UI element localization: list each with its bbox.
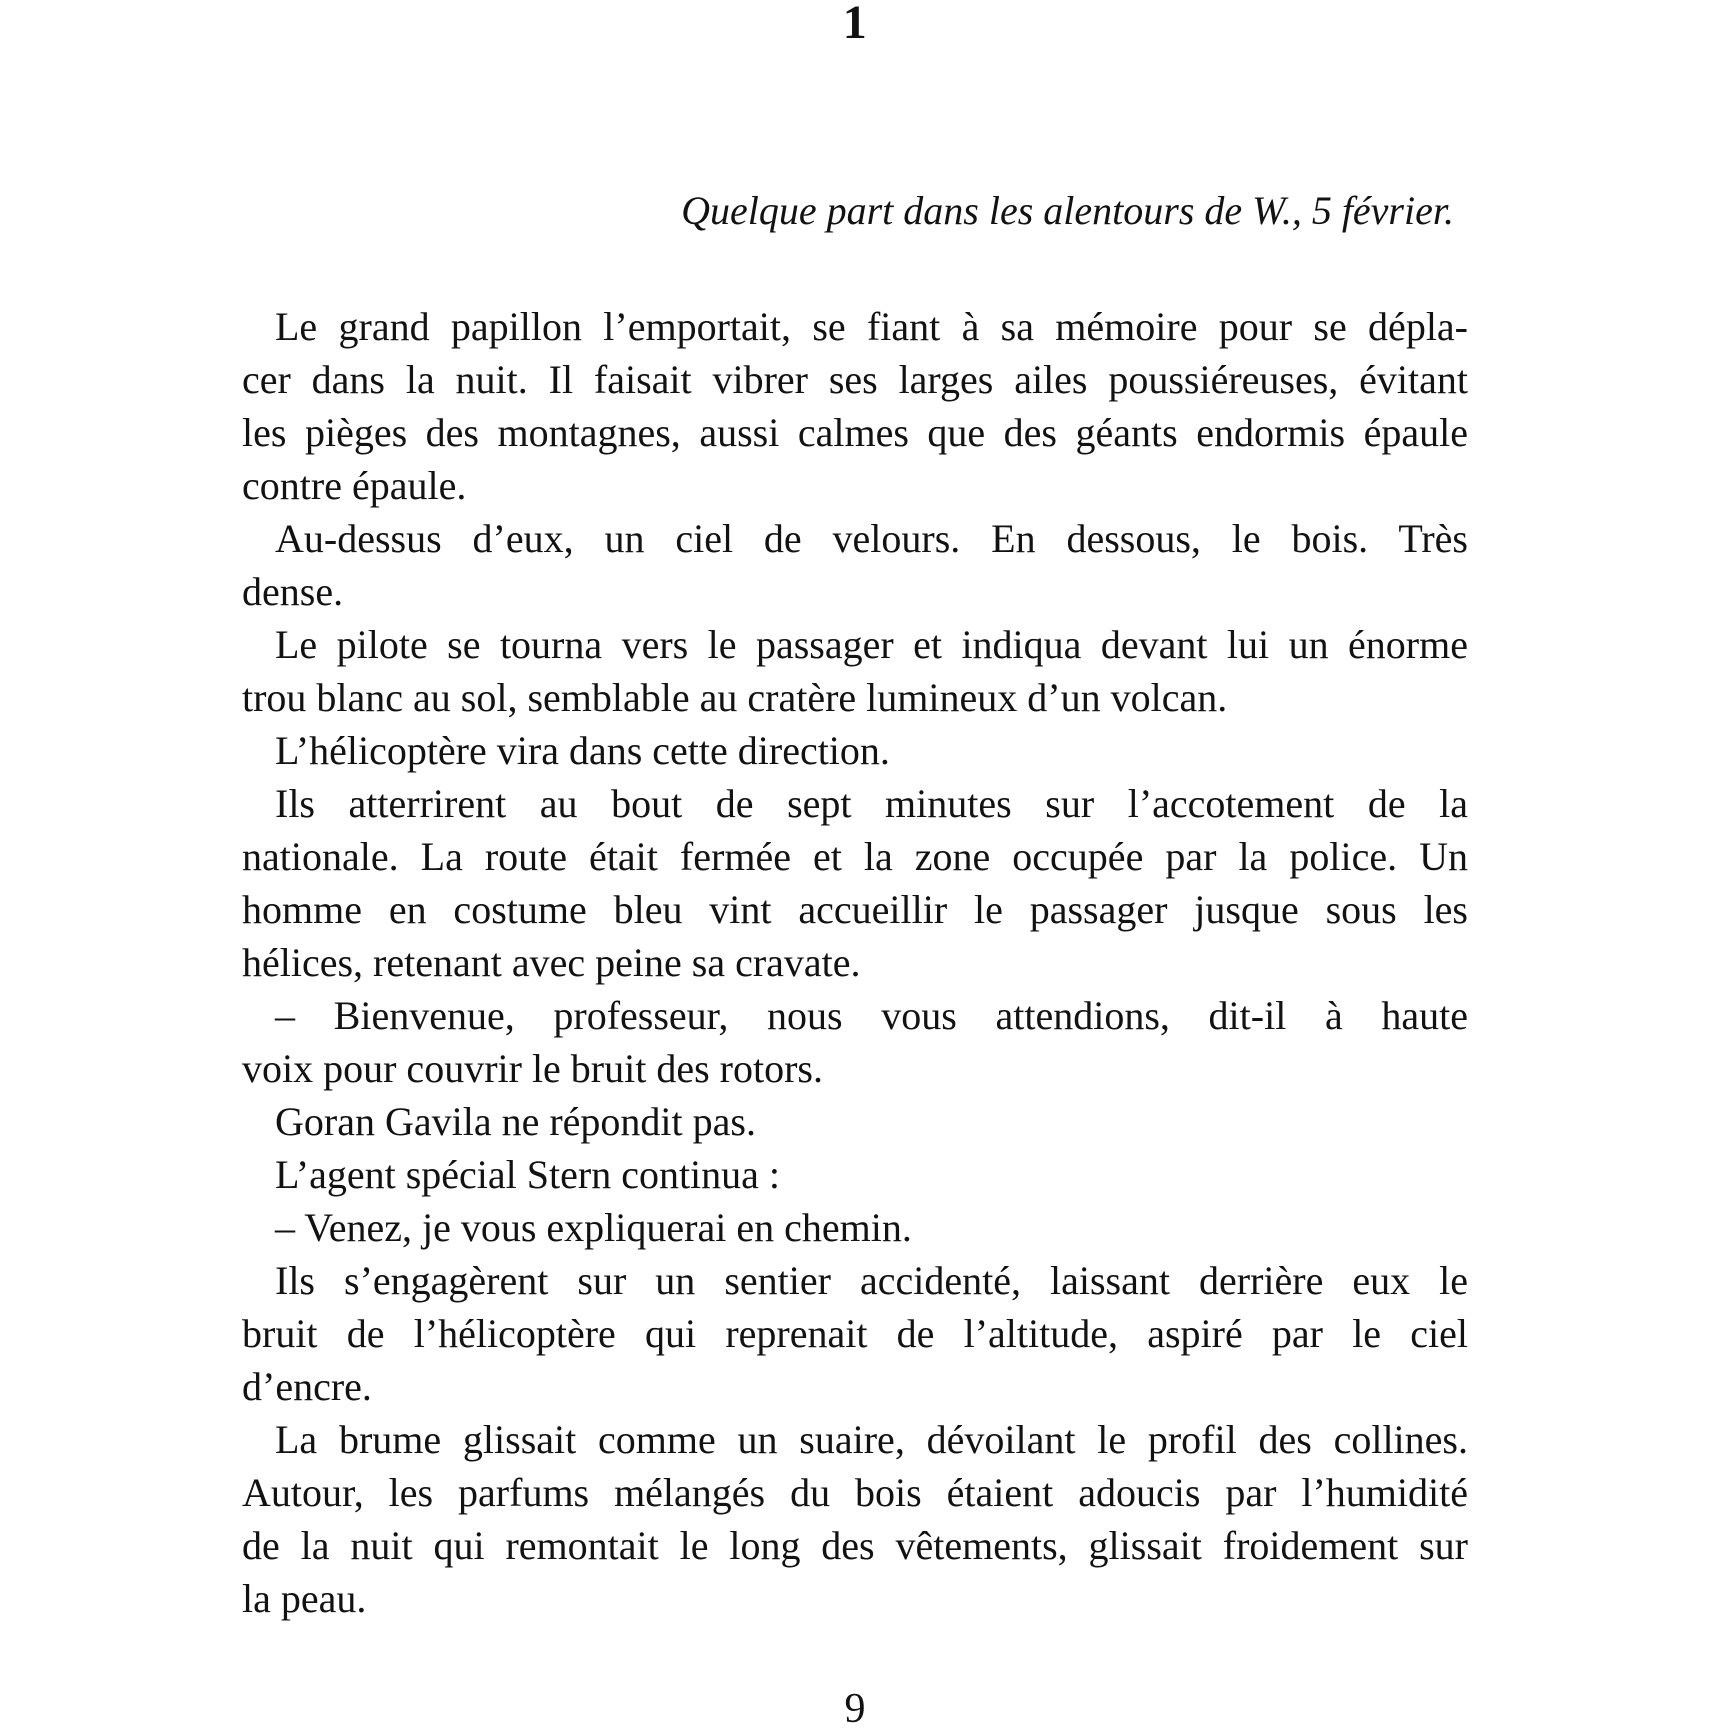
body-line: – Venez, je vous expliquerai en chemin. xyxy=(275,1205,912,1250)
body-line: nationale. La route était fermée et la zone occupée par la police. Un xyxy=(242,834,1468,879)
body-line: d’encre. xyxy=(242,1364,372,1409)
body-line: la peau. xyxy=(242,1576,367,1621)
chapter-number: 1 xyxy=(842,0,868,49)
body-line: La brume glissait comme un suaire, dévoilant le profil des collines. xyxy=(275,1417,1468,1462)
body-line: contre épaule. xyxy=(242,463,467,508)
body-line: bruit de l’hélicoptère qui reprenait de l’altitude, aspiré par le ciel xyxy=(242,1311,1468,1356)
body-line: Autour, les parfums mélangés du bois étaient adoucis par l’humidité xyxy=(242,1470,1468,1515)
body-line: Ils s’engagèrent sur un sentier accidenté, laissant derrière eux le xyxy=(275,1258,1468,1303)
body-line: de la nuit qui remontait le long des vêtements, glissait froidement sur xyxy=(242,1523,1468,1568)
body-line: L’agent spécial Stern continua : xyxy=(275,1152,781,1197)
body-line: Le grand papillon l’emportait, se fiant à sa mémoire pour se dépla- xyxy=(275,304,1468,349)
body-line: Au-dessus d’eux, un ciel de velours. En dessous, le bois. Très xyxy=(275,516,1468,561)
body-text xyxy=(242,300,1468,1625)
page-number: 9 xyxy=(844,1686,866,1732)
dateline: Quelque part dans les alentours de W., 5 février. xyxy=(681,188,1454,233)
body-line: trou blanc au sol, semblable au cratère lumineux d’un volcan. xyxy=(242,675,1228,720)
body-line: hélices, retenant avec peine sa cravate. xyxy=(242,940,861,985)
body-line: dense. xyxy=(242,569,344,614)
body-line: L’hélicoptère vira dans cette direction. xyxy=(275,728,890,773)
body-line: Goran Gavila ne répondit pas. xyxy=(275,1099,756,1144)
body-line: – Bienvenue, professeur, nous vous attendions, dit-il à haute xyxy=(275,993,1468,1038)
body-line: les pièges des montagnes, aussi calmes que des géants endormis épaule xyxy=(242,410,1468,455)
body-line: Ils atterrirent au bout de sept minutes sur l’accotement de la xyxy=(275,781,1468,826)
body-line: Le pilote se tourna vers le passager et indiqua devant lui un énorme xyxy=(275,622,1468,667)
body-line: homme en costume bleu vint accueillir le passager jusque sous les xyxy=(242,887,1468,932)
body-line: cer dans la nuit. Il faisait vibrer ses larges ailes poussiéreuses, évitant xyxy=(242,357,1468,402)
body-line: voix pour couvrir le bruit des rotors. xyxy=(242,1046,823,1091)
